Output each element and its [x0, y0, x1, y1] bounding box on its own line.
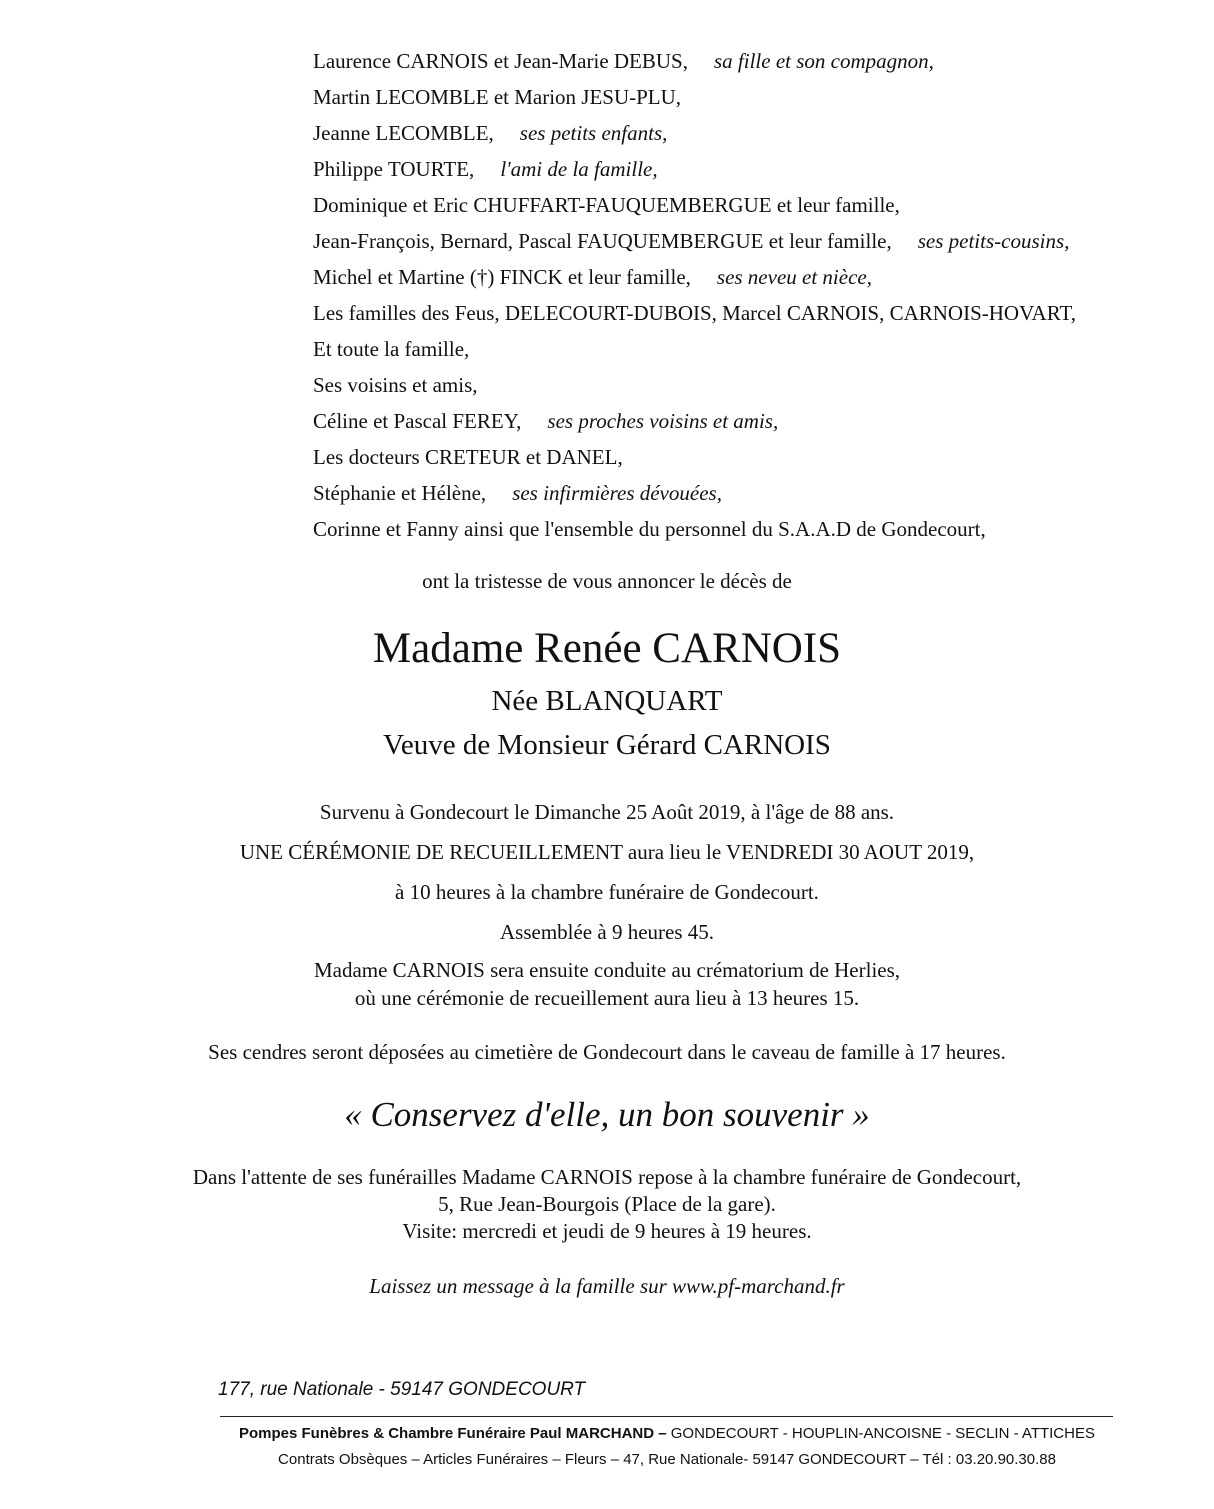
family-names: Jeanne LECOMBLE,: [313, 121, 494, 145]
deceased-name: Madame Renée CARNOIS: [372, 625, 842, 672]
family-entry: [313, 79, 1203, 115]
ceremony-announcement: UNE CÉRÉMONIE DE RECUEILLEMENT aura lieu le VENDREDI 30 AOUT 2019,: [239, 840, 975, 864]
family-role: ses petits-cousins,: [917, 229, 1070, 253]
ceremony-place: à 10 heures à la chambre funéraire de Gondecourt.: [395, 880, 819, 904]
visitation-address: 5, Rue Jean-Bourgois (Place de la gare).: [438, 1192, 776, 1216]
family-names: Laurence CARNOIS et Jean-Marie DEBUS,: [313, 49, 688, 73]
family-entry: [313, 295, 1203, 331]
footer-company-line: [0, 1422, 1214, 1446]
family-names: Jean-François, Bernard, Pascal FAUQUEMBERGUE et leur famille,: [313, 229, 892, 253]
announcement: ont la tristesse de vous annoncer le décès de: [422, 569, 792, 593]
company-name: Pompes Funèbres & Chambre Funéraire Paul MARCHAND –: [239, 1425, 667, 1442]
family-entry: [313, 475, 1203, 511]
visitation-block: [0, 1164, 1214, 1245]
family-entry: [313, 331, 1203, 367]
family-names: Corinne et Fanny ainsi que l'ensemble du personnel du S.A.A.D de Gondecourt,: [313, 517, 986, 541]
memorial-quote: « Conservez d'elle, un bon souvenir »: [344, 1095, 870, 1134]
family-names: Dominique et Eric CHUFFART-FAUQUEMBERGUE et leur famille,: [313, 193, 900, 217]
family-entry: [313, 43, 1203, 79]
family-entry: [313, 223, 1203, 259]
family-role: ses proches voisins et amis,: [547, 409, 779, 433]
family-entry: [313, 187, 1203, 223]
family-names: Les docteurs CRETEUR et DANEL,: [313, 445, 623, 469]
ashes-details: Ses cendres seront déposées au cimetière de Gondecourt dans le caveau de famille à 17 heures.: [208, 1040, 1006, 1064]
family-role: ses neveu et nièce,: [716, 265, 872, 289]
visitation-hours: Visite: mercredi et jeudi de 9 heures à 19 heures.: [402, 1219, 812, 1243]
widow-of: Veuve de Monsieur Gérard CARNOIS: [383, 729, 831, 761]
visitation-line-1: Dans l'attente de ses funérailles Madame CARNOIS repose à la chambre funéraire de Gondecourt,: [192, 1165, 1022, 1189]
family-names: Les familles des Feus, DELECOURT-DUBOIS, Marcel CARNOIS, CARNOIS-HOVART,: [313, 301, 1076, 325]
family-names: Et toute la famille,: [313, 337, 470, 361]
maiden-name: Née BLANQUART: [491, 685, 723, 717]
family-names: Céline et Pascal FEREY,: [313, 409, 522, 433]
family-role: sa fille et son compagnon,: [714, 49, 934, 73]
family-entry: [313, 259, 1203, 295]
family-list: [313, 43, 1203, 547]
family-names: Philippe TOURTE,: [313, 157, 475, 181]
family-names: Ses voisins et amis,: [313, 373, 478, 397]
crematorium-block: [0, 956, 1214, 1012]
family-entry: [313, 511, 1203, 547]
crematorium-line-2: où une cérémonie de recueillement aura lieu à 13 heures 15.: [354, 986, 860, 1010]
company-towns: GONDECOURT - HOUPLIN-ANCOISNE - SECLIN - ATTICHES: [666, 1425, 1095, 1442]
family-names: Michel et Martine (†) FINCK et leur famille,: [313, 265, 691, 289]
assembly-time: Assemblée à 9 heures 45.: [499, 920, 715, 944]
funeral-home-address: 177, rue Nationale - 59147 GONDECOURT: [218, 1379, 586, 1400]
family-entry: [313, 151, 1203, 187]
crematorium-line-1: Madame CARNOIS sera ensuite conduite au crématorium de Herlies,: [313, 958, 901, 982]
family-role: ses petits enfants,: [519, 121, 668, 145]
footer-divider: [220, 1416, 1113, 1417]
condolence-message-link[interactable]: Laissez un message à la famille sur www.pf-marchand.fr: [369, 1274, 845, 1298]
family-entry: [313, 367, 1203, 403]
family-role: ses infirmières dévouées,: [512, 481, 722, 505]
family-entry: [313, 403, 1203, 439]
family-names: Stéphanie et Hélène,: [313, 481, 487, 505]
family-entry: [313, 439, 1203, 475]
death-details: Survenu à Gondecourt le Dimanche 25 Août 2019, à l'âge de 88 ans.: [319, 800, 895, 824]
family-names: Martin LECOMBLE et Marion JESU-PLU,: [313, 85, 682, 109]
footer-contracts-line: Contrats Obsèques – Articles Funéraires – Fleurs – 47, Rue Nationale- 59147 GONDECOURT – Tél : 03.20.90.30.88: [278, 1451, 1056, 1468]
family-role: l'ami de la famille,: [500, 157, 658, 181]
family-entry: [313, 115, 1203, 151]
